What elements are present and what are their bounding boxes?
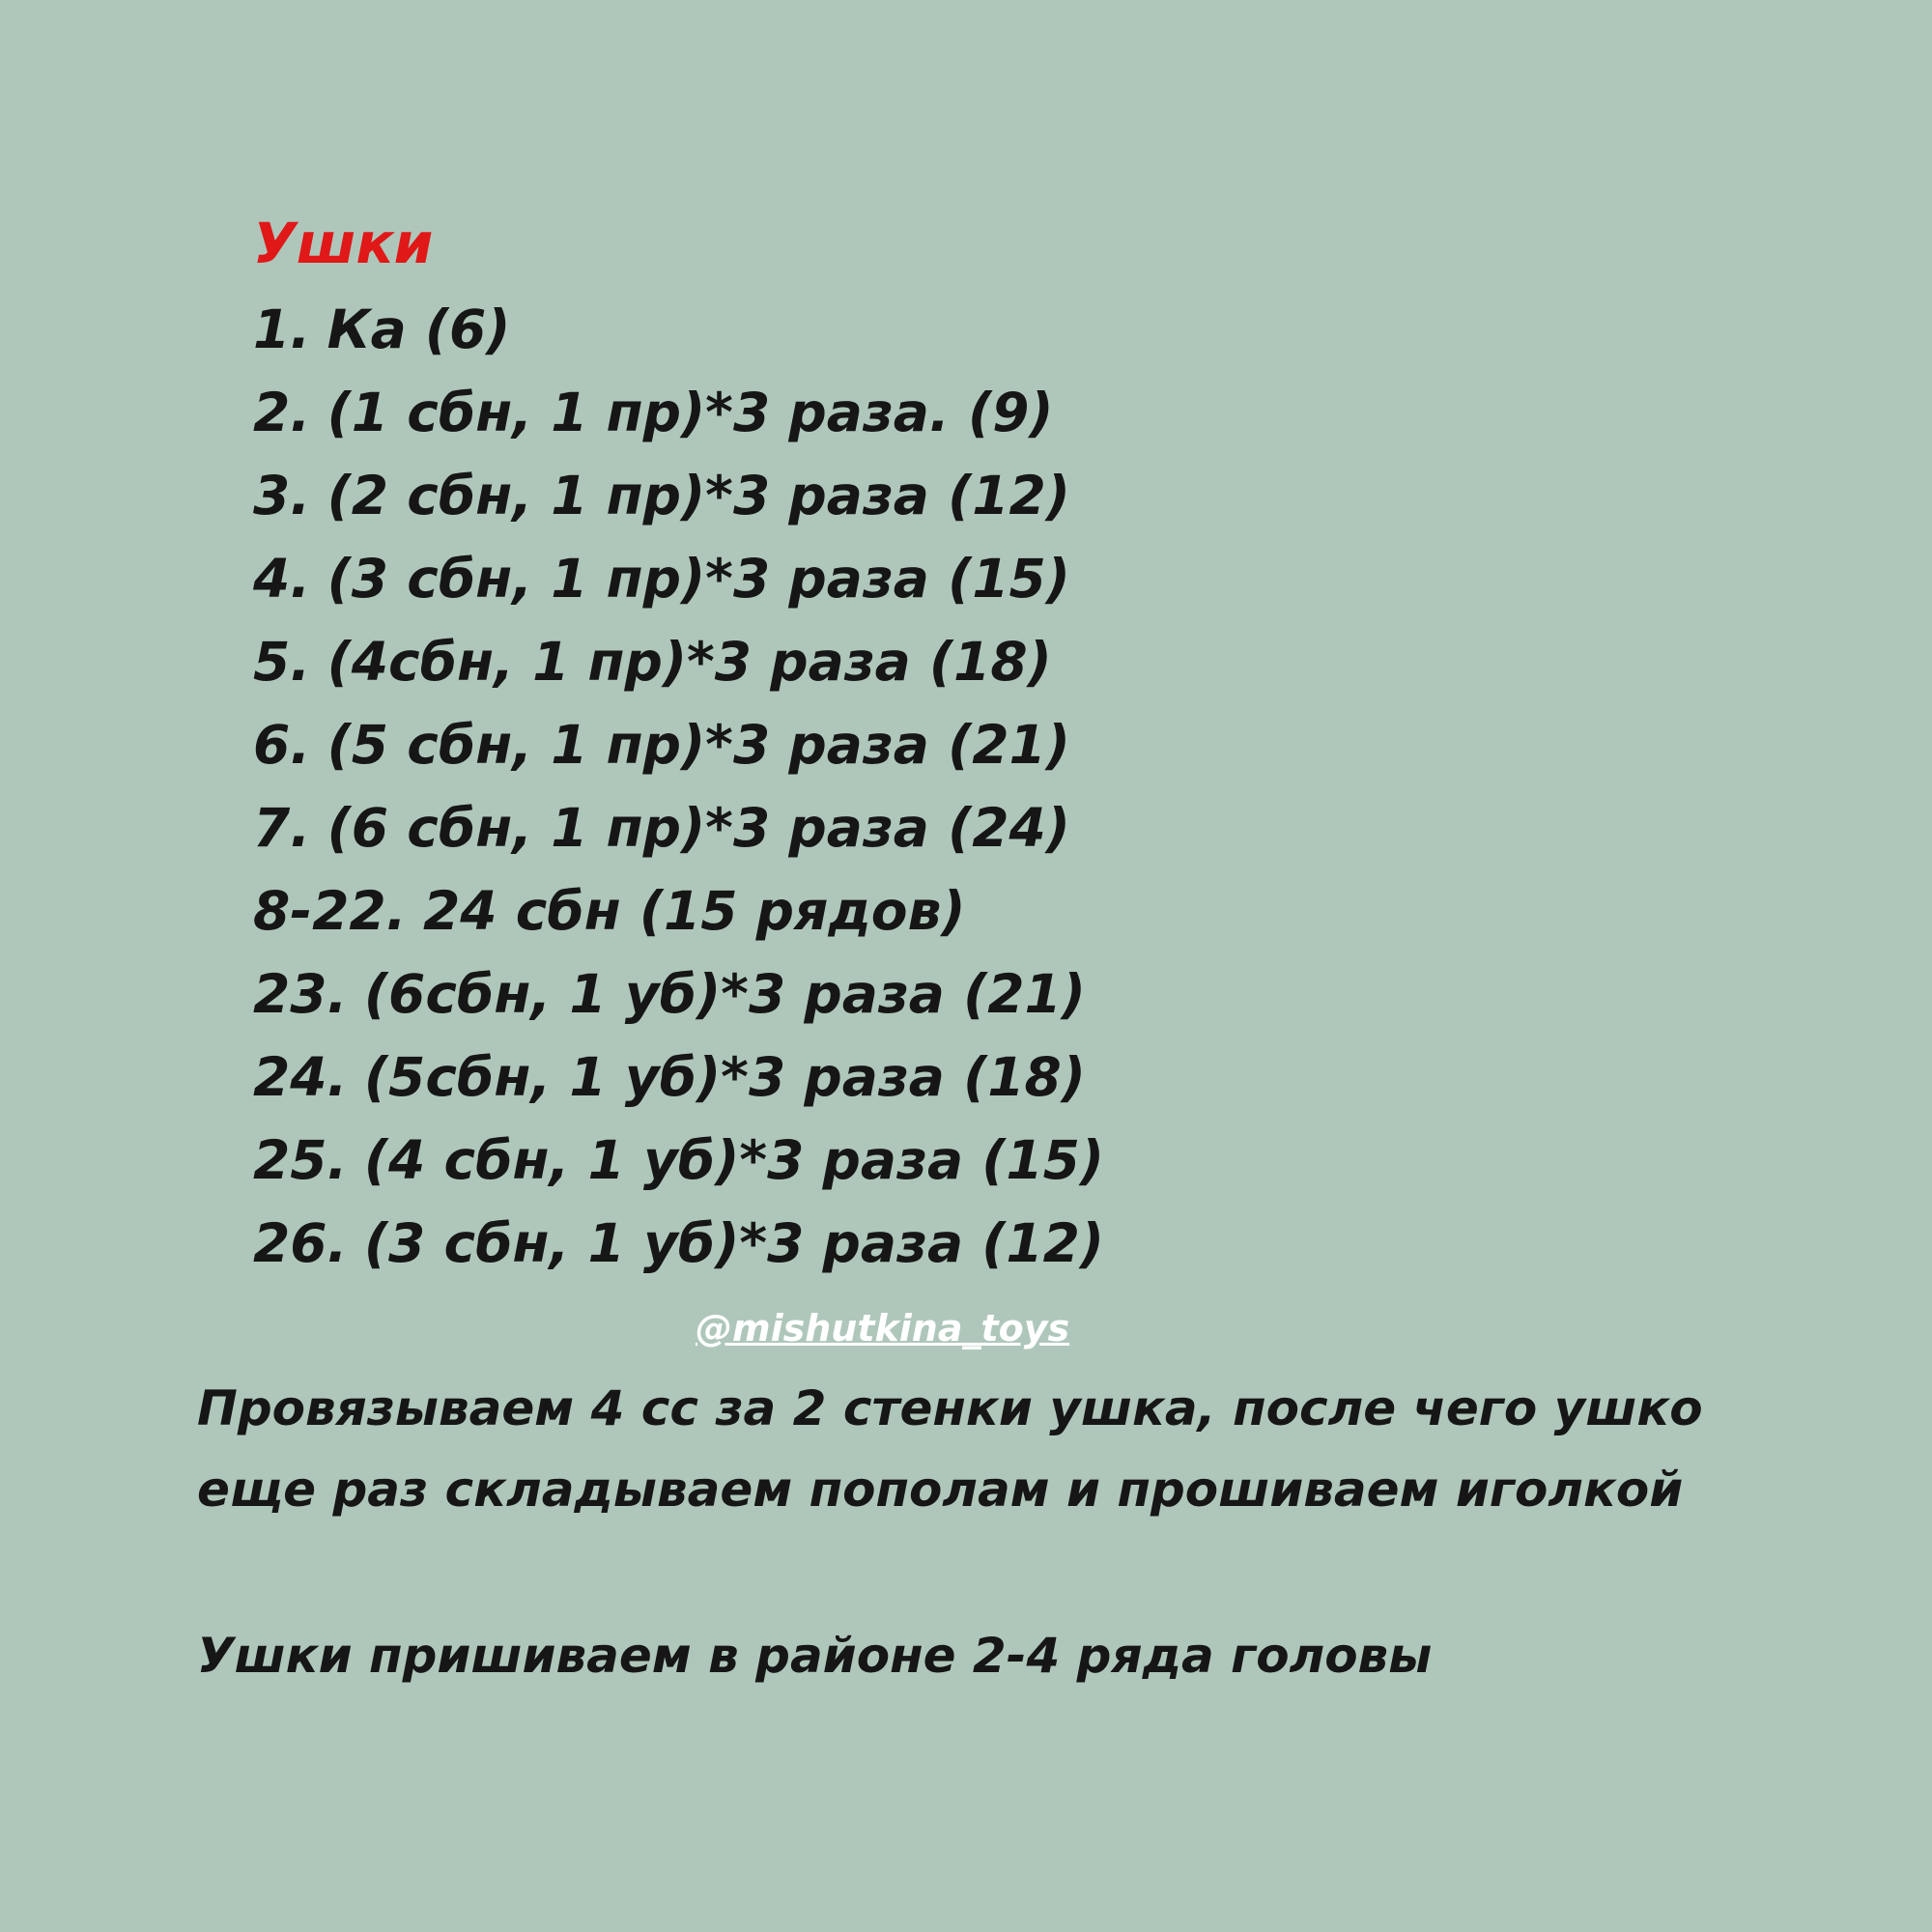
step-item [253, 537, 1104, 620]
step-item [253, 454, 1104, 537]
instruction-line-3: Ушки пришиваем в районе 2-4 ряда головы [197, 1628, 1433, 1684]
step-number: 25. [253, 1129, 348, 1191]
step-item [253, 620, 1104, 703]
step-number: 5. [253, 631, 311, 693]
step-text: (4 сбн, 1 уб)*3 раза (15) [363, 1129, 1105, 1191]
step-item [253, 703, 1104, 786]
step-item [253, 869, 1104, 952]
step-text: (4сбн, 1 пр)*3 раза (18) [327, 631, 1052, 693]
step-number: 1. [253, 298, 311, 360]
step-text: (6сбн, 1 уб)*3 раза (21) [363, 963, 1086, 1025]
step-number: 6. [253, 714, 311, 776]
step-text: (6 сбн, 1 пр)*3 раза (24) [327, 797, 1070, 859]
step-number: 23. [253, 963, 348, 1025]
step-number: 3. [253, 465, 311, 526]
steps-list [253, 288, 1104, 1285]
step-item [253, 1119, 1104, 1202]
step-text: (2 сбн, 1 пр)*3 раза (12) [327, 465, 1070, 526]
step-number: 24. [253, 1046, 348, 1108]
step-item [253, 786, 1104, 869]
author-handle-link[interactable]: @mishutkina_toys [696, 1307, 1070, 1350]
step-item [253, 952, 1104, 1036]
section-title: Ушки [253, 211, 434, 276]
step-text: 24 сбн (15 рядов) [423, 880, 966, 942]
step-text: (1 сбн, 1 пр)*3 раза. (9) [327, 382, 1054, 443]
instruction-line-1: Провязываем 4 сс за 2 стенки ушка, после чего ушко [197, 1380, 1703, 1436]
instruction-line-2: еще раз складываем пополам и прошиваем иголкой [197, 1462, 1684, 1518]
step-item [253, 1036, 1104, 1119]
step-item [253, 371, 1104, 454]
step-text: (5сбн, 1 уб)*3 раза (18) [363, 1046, 1086, 1108]
step-text: (3 сбн, 1 уб)*3 раза (12) [363, 1212, 1105, 1274]
step-text: Ка (6) [327, 298, 511, 360]
step-number: 2. [253, 382, 311, 443]
step-number: 4. [253, 548, 311, 610]
step-text: (5 сбн, 1 пр)*3 раза (21) [327, 714, 1070, 776]
step-number: 7. [253, 797, 311, 859]
step-number: 8-22. [253, 880, 407, 942]
step-item [253, 288, 1104, 371]
step-text: (3 сбн, 1 пр)*3 раза (15) [327, 548, 1070, 610]
step-number: 26. [253, 1212, 348, 1274]
step-item [253, 1202, 1104, 1285]
